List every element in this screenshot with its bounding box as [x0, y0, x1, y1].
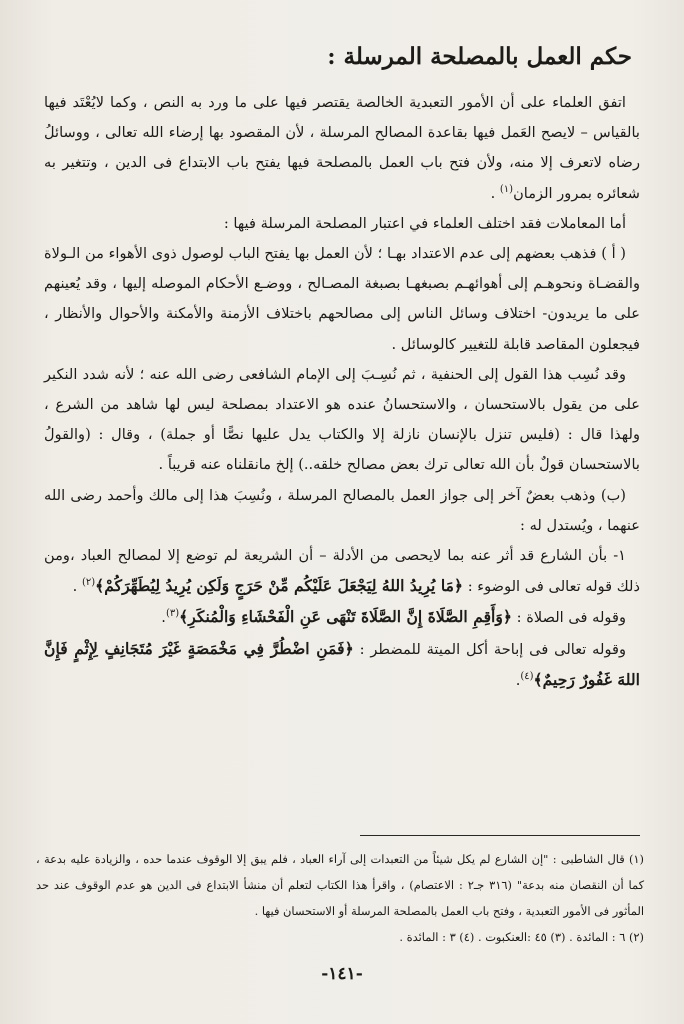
- footnote-ref-2: (٢): [81, 577, 96, 589]
- paragraph-5: (ب) وذهب بعضٌ آخر إلى جواز العمل بالمصالح المرسلة ، ونُسِبَ هذا إلى مالك وأحمد رضى الله عنهما ، ويُستدل له :: [44, 486, 640, 534]
- main-content: [44, 40, 640, 696]
- quran-verse-3: ﴿فَمَنِ اضْطُرَّ فِي مَخْمَصَةٍ غَيْرَ مُتَجَانِفٍ لِإِثْمٍ فَإِنَّ اللهَ غَفُورٌ رَحِيمٌ﴾: [44, 638, 640, 689]
- footnote-divider: [360, 835, 640, 836]
- heading-title: حكم العمل بالمصلحة المرسلة: [343, 43, 632, 70]
- paragraph-6-text: ١- بأن الشارع قد أثر عنه بما لايحصى من الأدلة – أن الشريعة لم توضع إلا لمصالح العباد ،ومن ذلك قوله تعالى فى الوضوء :: [44, 547, 640, 596]
- footnote-ref-4: (٤): [520, 671, 534, 682]
- paragraph-8: [44, 634, 640, 696]
- paragraph-7-text: وقوله فى الصلاة :: [512, 609, 626, 627]
- paragraph-6-end: .: [72, 578, 82, 596]
- paragraph-2: أما المعاملات فقد اختلف العلماء في اعتبار المصلحة المرسلة فيها :: [223, 214, 626, 232]
- paragraph-7: [44, 602, 640, 633]
- footnote-2: (٢) ٦ : المائدة . (٣) ٤٥ :العنكبوت . (٤) ٣ : المائدة .: [399, 930, 644, 944]
- footnote-1: (١) قال الشاطبى : "إن الشارع لم يكل شيئاً من التعبدات إلى آراء العباد ، فلم يبق إلا الوقوف عندما حده ، والزيادة عليه بدعة ، كما أن النقصان منه بدعة" (٣١٦ جـ٢ : الاعتصام) ، واقرأ هذا الكتاب لتعلم أن منشأ الابتداع فى الدين هو عدم الوقوف عند حد المأثور فى الأمور التعبدية ، وفتح باب العمل بالمصلحة المرسلة أو الاستحسان فيها .: [36, 852, 645, 918]
- paragraph-1: [44, 88, 640, 209]
- paragraph-8-end: .: [515, 671, 521, 689]
- paragraph-1-text: اتفق العلماء على أن الأمور التعبدية الخالصة يقتصر فيها على ما ورد به النص ، وكما لايُعْتَد فيها بالقياس – لايصح العَمل فيها بقاعدة المصالح المرسلة ، لأن المقصود بها إرضاء الله تعالى ، ووسائلُ رضاه لاتعرف إلا منه، ولأن فتح باب العمل بالمصلحة فيها يفتح باب الابتداع فى الدين ، وتتغير به شعائره بمرور الزمان: [44, 94, 640, 202]
- paragraph-8-text: وقوله تعالى فى إباحة أكل الميتة للمضطر :: [353, 640, 627, 658]
- paragraph-4: وقد نُسِب هذا القول إلى الحنفية ، ثم نُسِـبَ إلى الإمام الشافعى رضى الله عنه ؛ لأنه شدد النكير على من يقول بالاستحسان ، والاستحسانُ عنده هو الاعتداد بمصلحة ليس لها شاهد من الشرع ، ولهذا قال : (فليس تنزل بالإنسان نازلة إلا والكتاب يدل عليها نصًّا أو جملة) ، وقال : (والقولُ بالاستحسان قولٌ بأن الله تعالى ترك بعض مصالح خلقه..) إلخ مانقلناه عنه قريباً .: [44, 365, 640, 474]
- paragraph-3: ( أ ) فذهب بعضهم إلى عدم الاعتداد بهـا ؛ لأن العمل بها يفتح الباب لوصول ذوى الأهواء من الـولاة والقضـاة ونحوهـم إلى أهوائهـم بصبغهـا بصبغة المصـالح ، ووضـع الأحكام الموصله إليها ، وقد يُعينهم على ما يريدون- اختلاف وسائل الناس إلى مصالحهم باختلاف الأزمنة والأمكنة والأحوال والأنظار ، فيجعلون المقاصد قابلة للتغيير كالوسائل .: [44, 245, 640, 353]
- heading-colon: :: [327, 44, 336, 70]
- footnote-ref-1: (١): [499, 183, 514, 195]
- footnote-ref-3: (٣): [165, 608, 180, 620]
- footnotes: [36, 846, 644, 950]
- section-heading: [44, 40, 640, 74]
- paragraph-1-end: .: [490, 184, 500, 202]
- paragraph-7-end: .: [161, 609, 166, 627]
- quran-verse-2: ﴿وَأَقِمِ الصَّلَاةَ إِنَّ الصَّلَاةَ تَنْهَى عَنِ الْفَحْشَاءِ وَالْمُنكَرِ﴾: [179, 607, 513, 627]
- paragraph-6: [44, 541, 640, 602]
- quran-verse-1: ﴿مَا يُرِيدُ اللهُ لِيَجْعَلَ عَلَيْكُم مِّنْ حَرَجٍ وَلَكِن يُرِيدُ لِيُطَهِّرَكُمْ﴾: [95, 576, 464, 596]
- page-number: -١٤١-: [321, 964, 363, 984]
